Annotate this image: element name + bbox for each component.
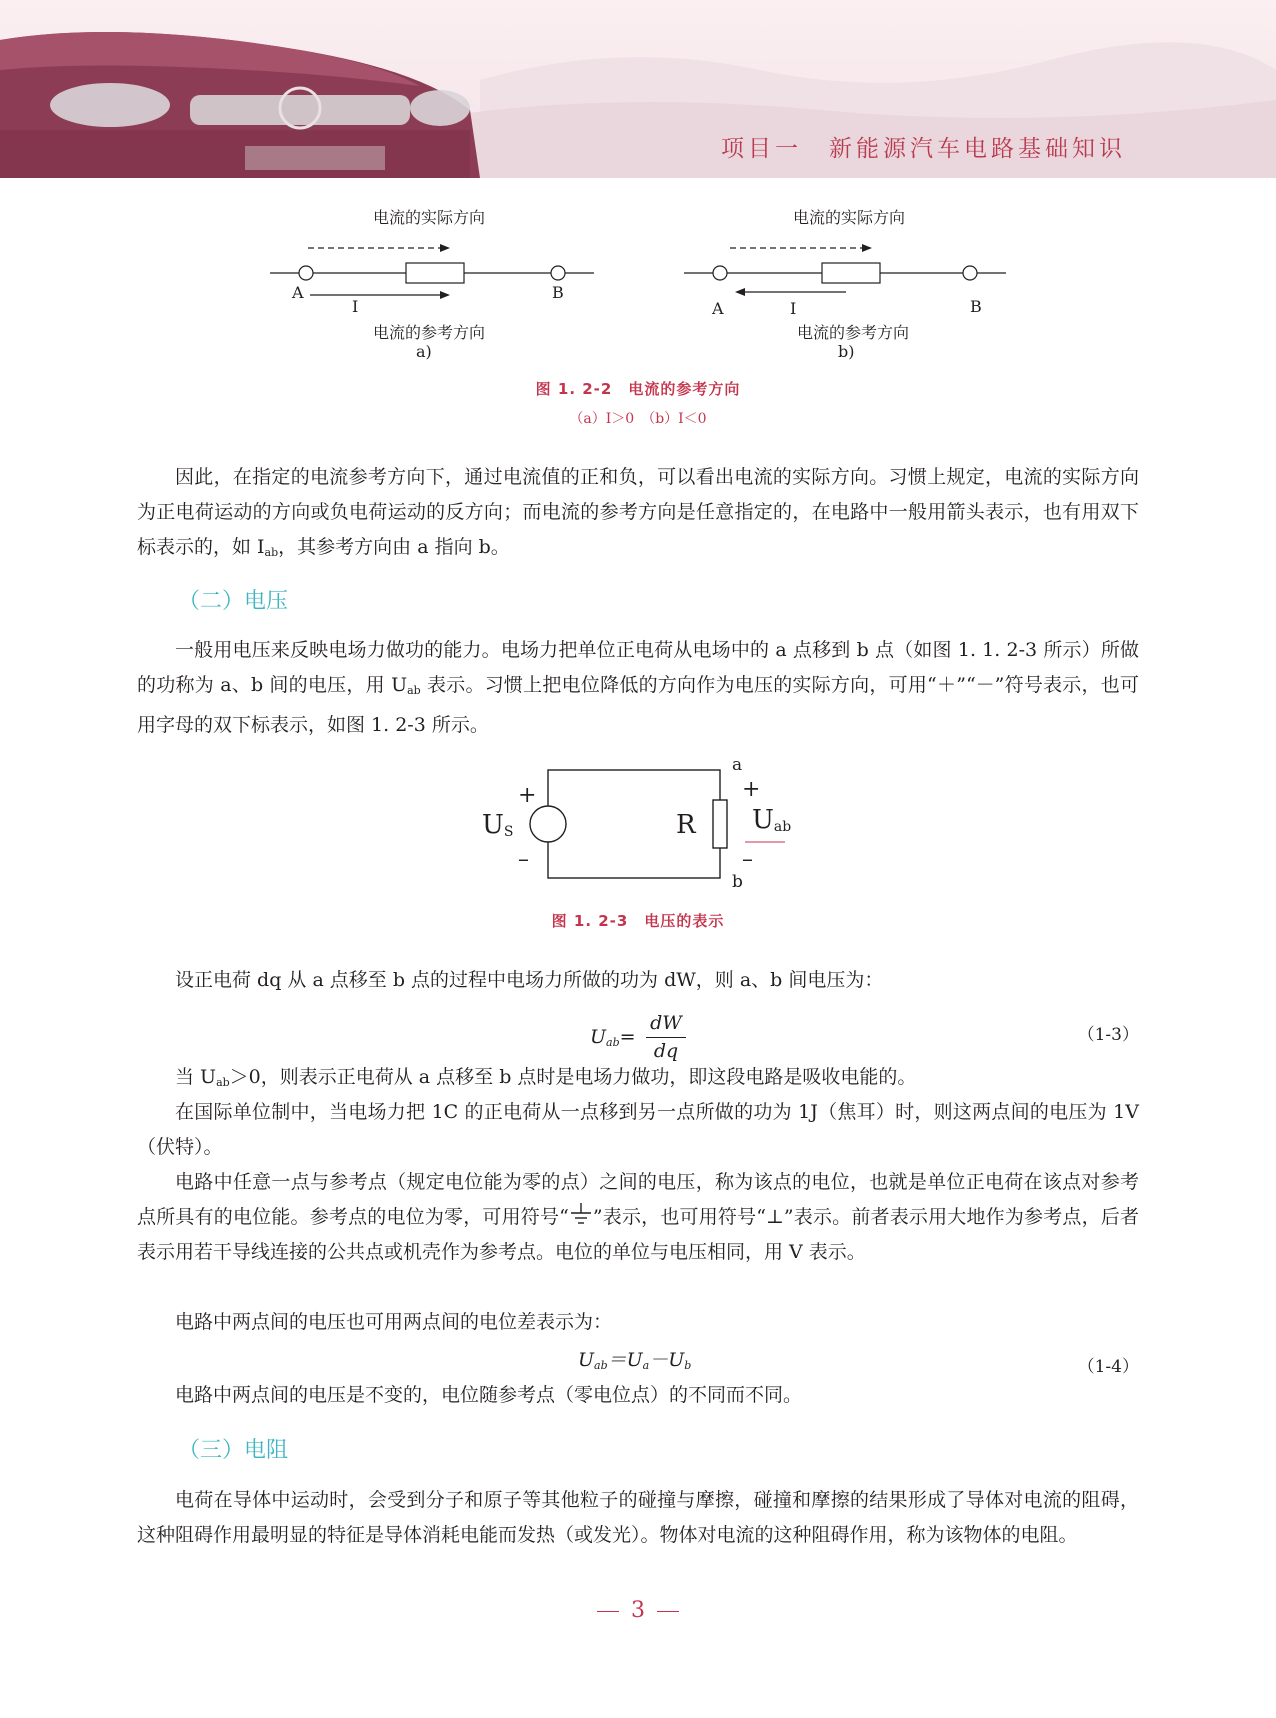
paragraph-potential: 电路中任意一点与参考点（规定电位能为零的点）之间的电压，称为该点的电位，也就是单位正电荷在该点对参考点所具有的电位能。参考点的电位为零，可用符号“ ”表示，也可用符号“⊥”表示。前者表示用大地作为参考点，后者表示用若干导线连接的公共点或机壳作为参考点。电位的单位与电压相同，用 V 表示。: [137, 1171, 1139, 1263]
node-b-label: b: [732, 872, 743, 892]
fig-b-ref-label: 电流的参考方向: [797, 323, 910, 342]
resistor-label: R: [676, 810, 696, 840]
fig-b-node-b: B: [970, 297, 982, 316]
us-plus: +: [518, 783, 537, 808]
source-label: $U_S$: [482, 810, 514, 840]
section-heading-voltage: （二）电压: [178, 589, 289, 614]
paragraph-si-unit: 在国际单位制中，当电场力把 1C 的正电荷从一点移到另一点所做的功为 1J（焦耳）时，则这两点间的电压为 1V（伏特）。: [137, 1101, 1139, 1158]
current-direction-diagram: [0, 195, 1276, 375]
us-minus: –: [518, 847, 529, 872]
fig-a-node-a: A: [292, 283, 304, 302]
paragraph-voltage-definition: 一般用电压来反映电场力做功的能力。电场力把单位正电荷从电场中的 a 点移到 b 点（如图 1. 1. 2-3 所示）所做的功称为 a、b 间的电压，用 $U_{ab}$ 表示。习惯上把电位降低的方向作为电压的实际方向，可用“＋”“－”符号表示，也可用字母的双下标表示，如图 1. 2-3 所示。: [137, 639, 1140, 736]
fig-a-sub-label: a): [416, 342, 432, 361]
fig-a-node-b: B: [552, 283, 564, 302]
header-title: 项目一 新能源汽车电路基础知识: [721, 136, 1126, 162]
paragraph-positive-voltage: 当 $U_{ab}>0$，则表示正电荷从 a 点移至 b 点时是电场力做功，即这段电路是吸收电能的。: [175, 1066, 917, 1089]
fig-a-ref-label: 电流的参考方向: [373, 323, 486, 342]
node-a-label: a: [732, 755, 743, 775]
figure-1-2-3-caption: 图 1. 2-3 电压的表示: [551, 912, 725, 930]
fig-b-sub-label: b): [838, 342, 855, 361]
paragraph-current-direction: 因此，在指定的电流参考方向下，通过电流值的正和负，可以看出电流的实际方向。习惯上规定，电流的实际方向为正电荷运动的方向或负电荷运动的反方向；而电流的参考方向是任意指定的，在电路中一般用箭头表示，也有用双下标表示的，如 $I_{ab}$，其参考方向由 a 指向 b。: [137, 466, 1139, 559]
figure-1-2-2-subcaption: （a）I＞0 （b）I＜0: [569, 411, 707, 427]
paragraph-voltage-invariant: 电路中两点间的电压是不变的，电位随参考点（零电位点）的不同而不同。: [175, 1384, 803, 1406]
figure-voltage-representation: [470, 755, 820, 895]
fig-a-actual-label: 电流的实际方向: [373, 208, 486, 227]
section-heading-resistance: （三）电阻: [178, 1438, 289, 1463]
paragraph-resistance-definition: 电荷在导体中运动时，会受到分子和原子等其他粒子的碰撞与摩擦，碰撞和摩擦的结果形成了导体对电流的阻碍，这种阻碍作用最明显的特征是导体消耗电能而发热（或发光）。物体对电流的这种阻碍作用，称为该物体的电阻。: [137, 1489, 1139, 1546]
equation-1-4-number: （1-4）: [1077, 1357, 1139, 1377]
paragraph-work-definition: 设正电荷 dq 从 a 点移至 b 点的过程中电场力所做的功为 dW，则 a、b 间电压为：: [175, 969, 884, 991]
fig-b-current: I: [790, 299, 797, 318]
fig-a-current: I: [352, 297, 359, 316]
figure-current-reference-direction: [0, 195, 1276, 375]
page-header: [0, 0, 1276, 178]
fig-b-actual-label: 电流的实际方向: [793, 208, 906, 227]
paragraph-potential-difference: 电路中两点间的电压也可用两点间的电位差表示为：: [175, 1311, 613, 1333]
uab-minus: –: [742, 847, 753, 872]
figure-1-2-2-caption: 图 1. 2-2 电流的参考方向: [535, 380, 741, 398]
equation-1-3-number: （1-3）: [1077, 1025, 1139, 1045]
voltage-label: $U_{ab}$: [752, 805, 792, 835]
uab-plus: +: [742, 777, 761, 802]
ground-symbol-icon: [569, 1203, 593, 1227]
equation-1-4: $U_{ab}=U_a-U_b$: [578, 1349, 692, 1372]
page-number: 3: [0, 1598, 1276, 1623]
fig-b-node-a: A: [712, 299, 724, 318]
